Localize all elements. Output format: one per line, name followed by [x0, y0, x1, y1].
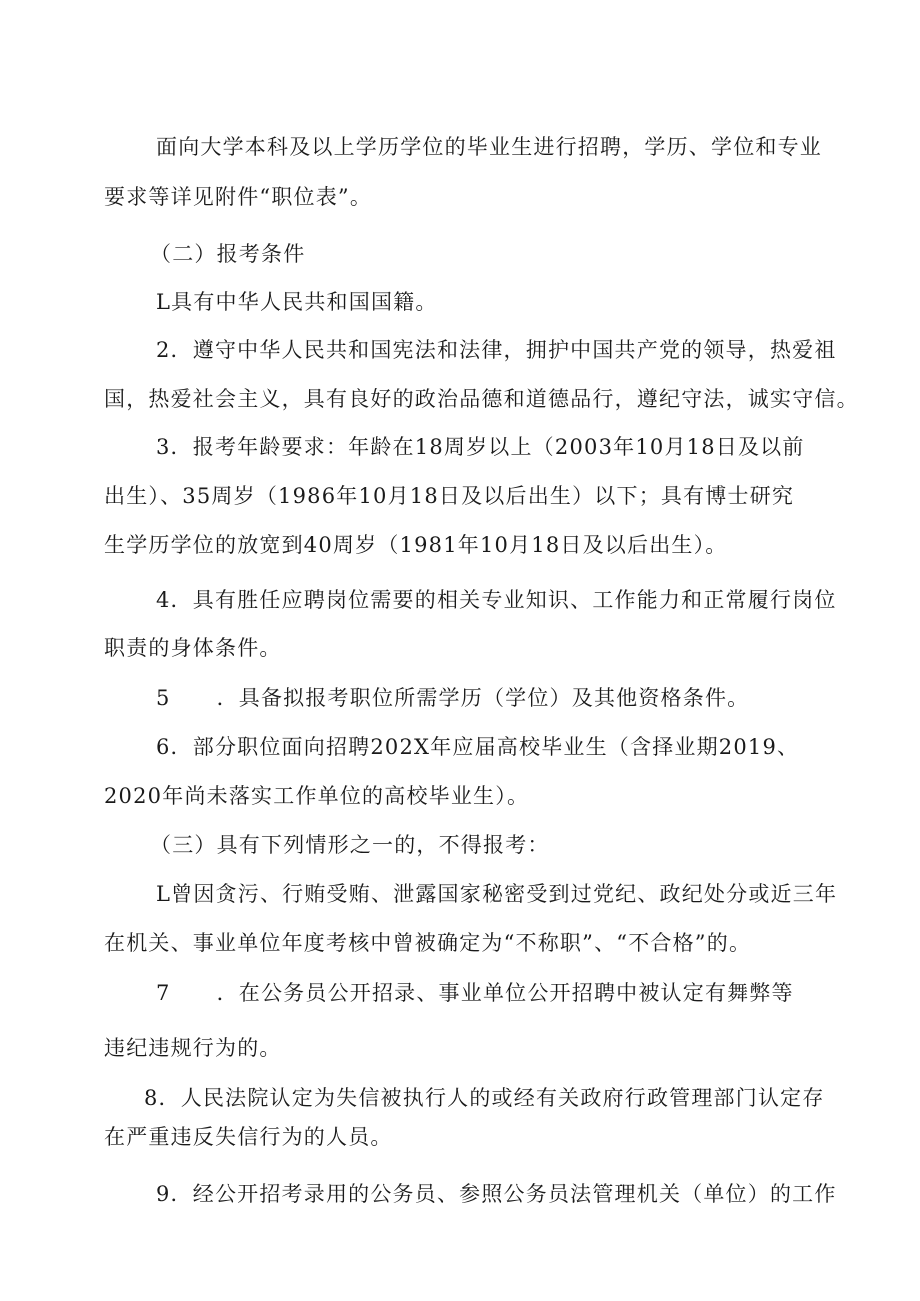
- paragraph-line: 2020年尚未落实工作单位的高校毕业生）。: [104, 784, 530, 808]
- list-item: 6．部分职位面向招聘202X年应届高校毕业生（含择业期2019、: [156, 735, 800, 759]
- paragraph-line: 职责的身体条件。: [104, 636, 282, 660]
- paragraph-line: 违纪违规行为的。: [104, 1036, 282, 1060]
- item-number: 7: [156, 981, 171, 1005]
- paragraph-line: 生学历学位的放宽到40周岁（1981年10月18日及以后出生）。: [104, 533, 728, 557]
- section-heading: （二）报考条件: [150, 242, 306, 266]
- paragraph-line: 面向大学本科及以上学历学位的毕业生进行招聘，学历、学位和专业: [156, 135, 822, 159]
- list-item: 9．经公开招考录用的公务员、参照公务员法管理机关（单位）的工作: [156, 1182, 837, 1206]
- list-item: 4．具有胜任应聘岗位需要的相关专业知识、工作能力和正常履行岗位: [156, 588, 837, 612]
- list-item: [156, 979, 794, 1007]
- paragraph-line: 在机关、事业单位年度考核中曾被确定为“不称职”、“不合格”的。: [104, 931, 752, 955]
- list-item: 8．人民法院认定为失信被执行人的或经有关政府行政管理部门认定存: [144, 1086, 825, 1110]
- item-text: ．在公务员公开招录、事业单位公开招聘中被认定有舞弊等: [216, 981, 794, 1005]
- paragraph-line: 要求等详见附件“职位表”。: [104, 185, 373, 209]
- paragraph-line: 在严重违反失信行为的人员。: [104, 1125, 393, 1149]
- list-item: [156, 684, 749, 712]
- item-number: 5: [156, 686, 171, 710]
- list-item: L曾因贪污、行贿受贿、泄露国家秘密受到过党纪、政纪处分或近三年: [156, 882, 838, 906]
- paragraph-line: 国，热爱社会主义，具有良好的政治品德和道德品行，遵纪守法，诚实守信。: [104, 387, 859, 411]
- list-item: 3．报考年龄要求：年龄在18周岁以上（2003年10月18日及以前: [156, 435, 805, 459]
- list-item: L具有中华人民共和国国籍。: [156, 290, 438, 314]
- item-text: ．具备拟报考职位所需学历（学位）及其他资格条件。: [216, 686, 750, 710]
- list-item: 2．遵守中华人民共和国宪法和法律，拥护中国共产党的领导，热爱祖: [156, 338, 837, 362]
- paragraph-line: 出生）、35周岁（1986年10月18日及以后出生）以下；具有博士研究: [104, 484, 795, 508]
- section-heading: （三）具有下列情形之一的，不得报考：: [150, 833, 550, 857]
